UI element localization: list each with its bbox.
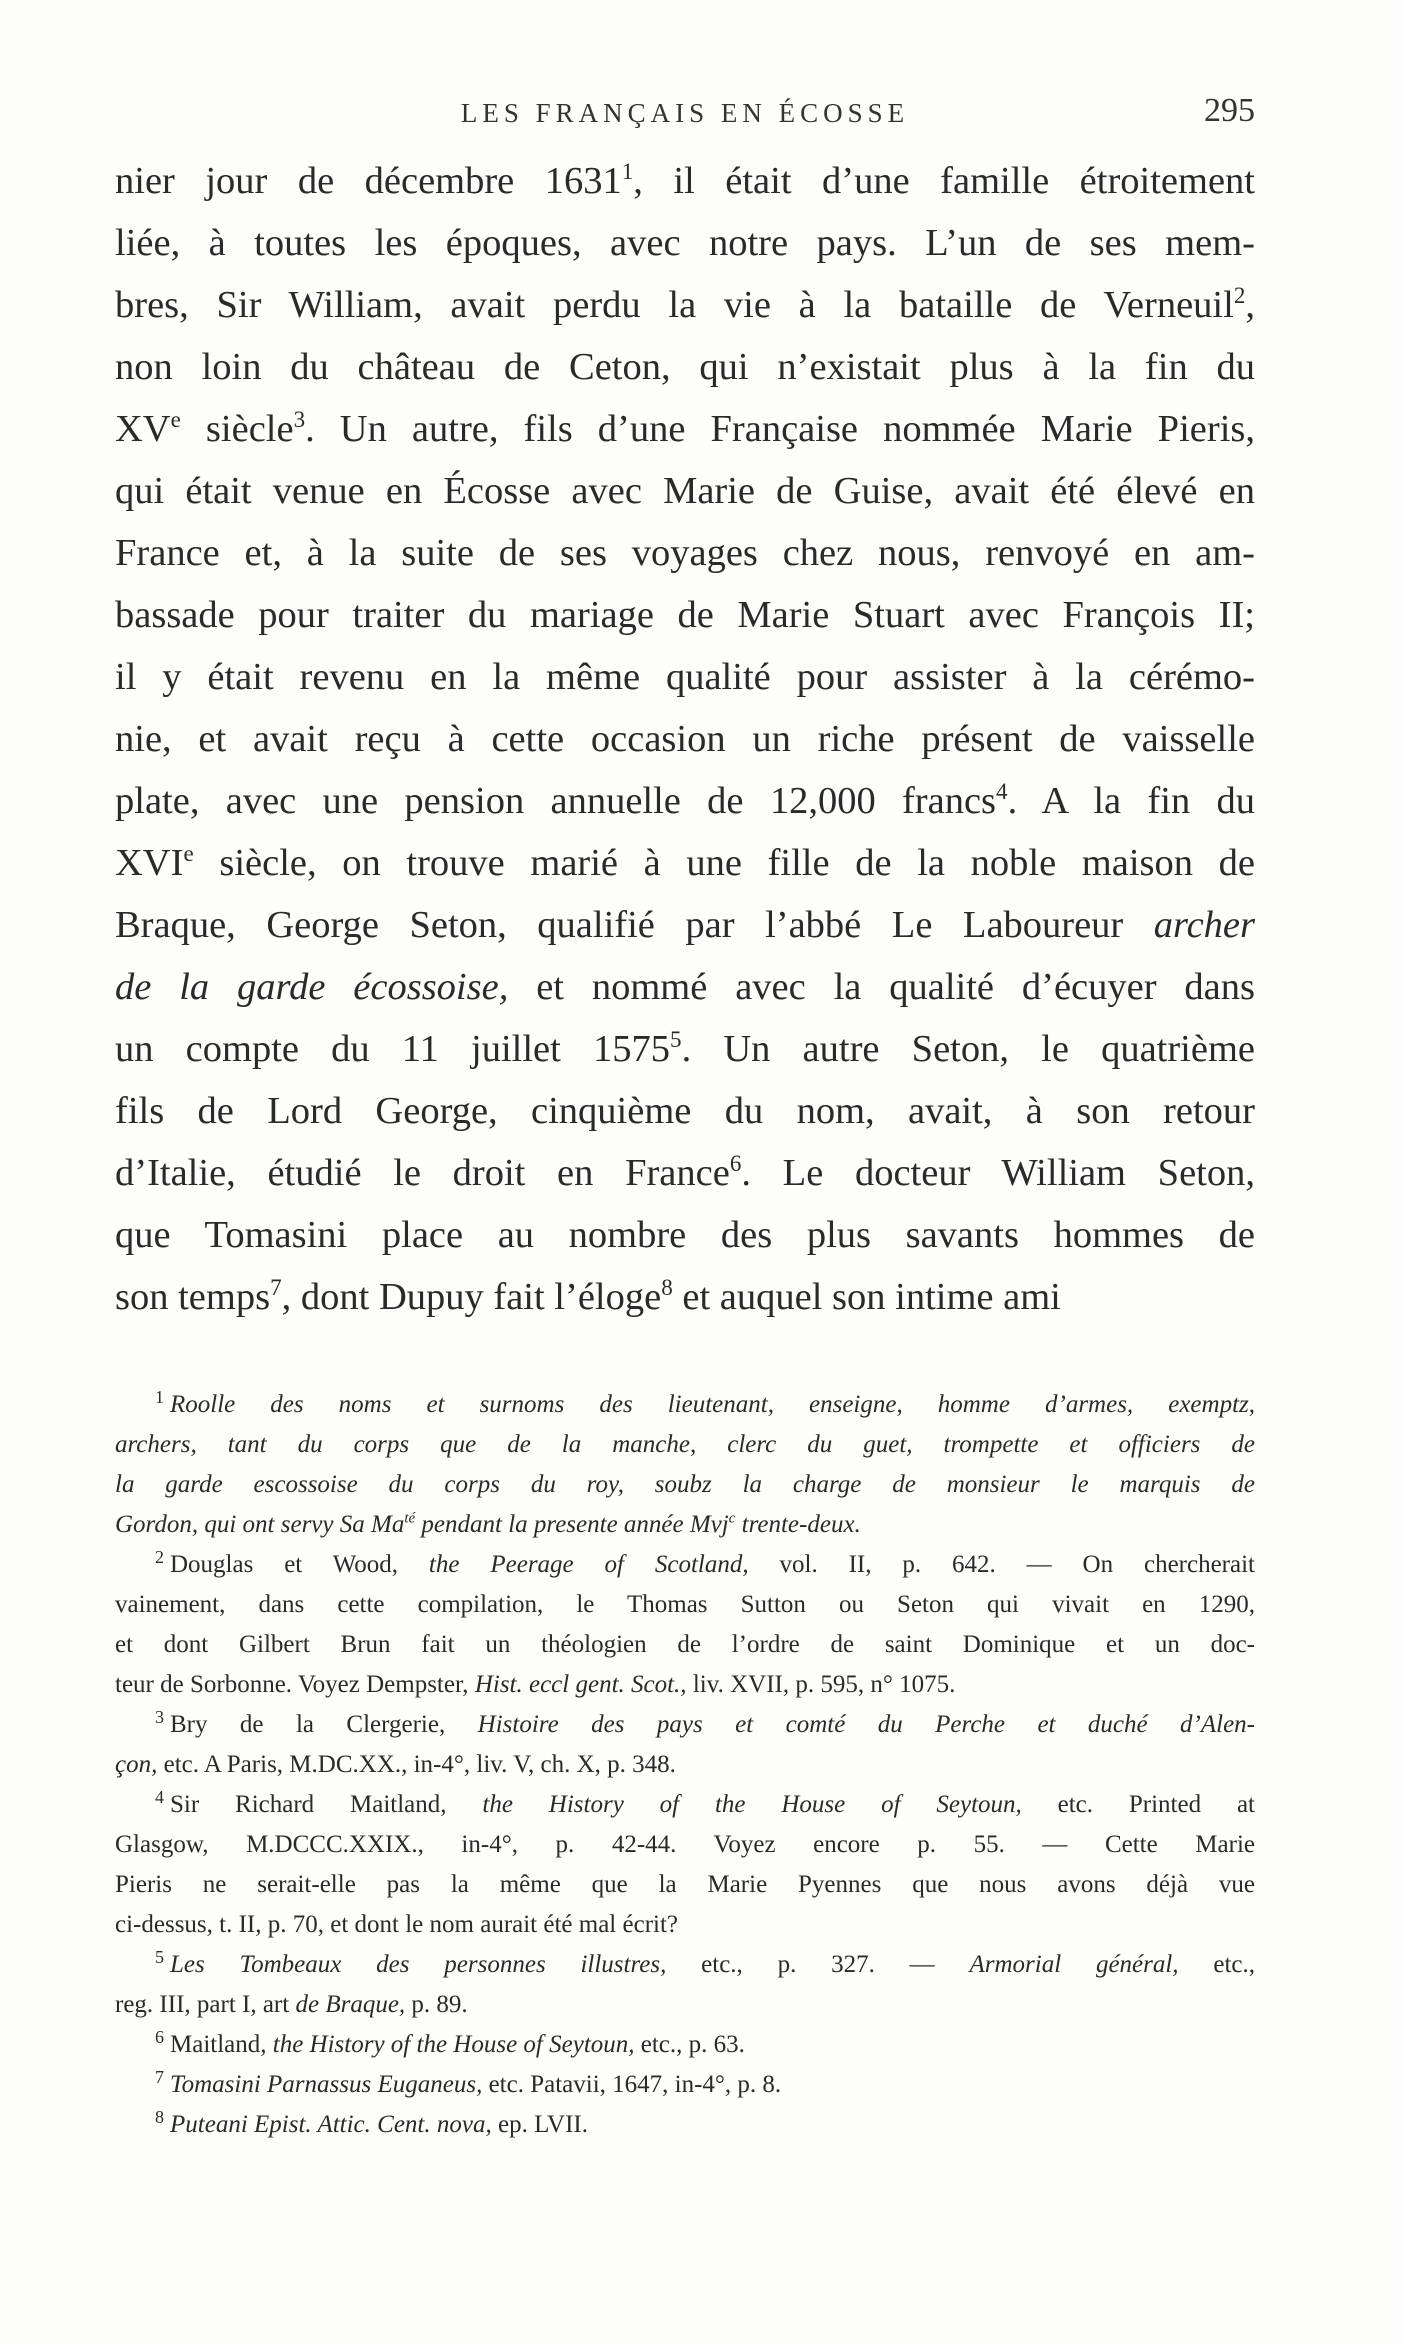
text-line: son temps$^7$, dont Dupuy fait l’éloge$^8$ et auquel son intime ami — [115, 1274, 1061, 1318]
footnote-ref: 1 — [621, 158, 634, 185]
footnote-line: çon, etc. A Paris, M.DC.XX., in-4°, liv. V, ch. X, p. 348. — [115, 1751, 676, 1778]
text-line: liée, à toutes les époques, avec notre pays. L’un de ses mem- — [115, 222, 1255, 264]
footnote-line: archers, tant du corps que de la manche, clerc du guet, trompette et officiers de — [115, 1431, 1255, 1458]
footnote-line: teur de Sorbonne. Voyez Dempster, Hist. eccl gent. Scot., liv. XVII, p. 595, n° 1075. — [115, 1671, 956, 1698]
text-line: d’Italie, étudié le droit en France$^6$. Le docteur William Seton, — [115, 1150, 1256, 1194]
footnote-ref: 6 — [729, 1150, 742, 1177]
footnote-line: vainement, dans cette compilation, le Thomas Sutton ou Seton qui vivait en 1290, — [115, 1591, 1255, 1618]
footnote-ref: 3 — [293, 406, 306, 433]
text-line: nie, et avait reçu à cette occasion un riche présent de vaisselle — [115, 718, 1255, 760]
text-line: bres, Sir William, avait perdu la vie à la bataille de Verneuil$^2$, — [115, 282, 1255, 326]
footnote-ref: 5 — [670, 1026, 682, 1053]
footnote-5: $^5$ Les Tombeaux des personnes illustres, etc., p. 327. — Armorial général, etc., — [155, 1946, 1255, 1978]
text-line: France et, à la suite de ses voyages chez nous, renvoyé en am- — [115, 532, 1255, 574]
text-line: un compte du 11 juillet 1575$^5$. Un autre Seton, le quatrième — [115, 1026, 1256, 1070]
main-text — [115, 150, 1255, 1328]
footnotes — [115, 1385, 1255, 2145]
page-number: 295 — [1204, 92, 1255, 129]
text-line: il y était revenu en la même qualité pour assister à la cérémo- — [115, 656, 1255, 698]
footnote-ref: 8 — [661, 1274, 673, 1301]
text-line: fils de Lord George, cinquième du nom, avait, à son retour — [115, 1090, 1255, 1132]
footnote-4: $^4$ Sir Richard Maitland, the History of the House of Seytoun, etc. Printed at — [155, 1786, 1255, 1818]
footnote-line: Glasgow, M.DCCC.XXIX., in-4°, p. 42-44. Voyez encore p. 55. — Cette Marie — [115, 1831, 1255, 1858]
text-line: de la garde écossoise, et nommé avec la qualité d’écuyer dans — [115, 966, 1255, 1008]
text-line: non loin du château de Ceton, qui n’existait plus à la fin du — [115, 346, 1255, 388]
footnote-line: Pieris ne serait-elle pas la même que la Marie Pyennes que nous avons déjà vue — [115, 1871, 1255, 1898]
footnote-6: $^6$ Maitland, the History of the House of Seytoun, etc., p. 63. — [155, 2026, 745, 2058]
text-line: Braque, George Seton, qualifié par l’abbé Le Laboureur archer — [115, 904, 1255, 946]
text-line: XVIe siècle, on trouve marié à une fille de la noble maison de — [115, 840, 1255, 884]
footnote-7: $^7$ Tomasini Parnassus Euganeus, etc. Patavii, 1647, in-4°, p. 8. — [155, 2066, 782, 2098]
footnote-line: reg. III, part I, art de Braque, p. 89. — [115, 1991, 468, 2018]
text-line: bassade pour traiter du mariage de Marie Stuart avec François II; — [115, 594, 1255, 636]
text-line: plate, avec une pension annuelle de 12,000 francs$^4$. A la fin du — [115, 778, 1255, 822]
footnote-1: $^1$ Roolle des noms et surnoms des lieutenant, enseigne, homme d’armes, exemptz, — [155, 1386, 1255, 1418]
text-line: que Tomasini place au nombre des plus savants hommes de — [115, 1214, 1255, 1256]
footnote-line: ci-dessus, t. II, p. 70, et dont le nom aurait été mal écrit? — [115, 1911, 679, 1938]
footnote-line: et dont Gilbert Brun fait un théologien de l’ordre de saint Dominique et un doc- — [115, 1631, 1255, 1658]
footnote-ref: 4 — [996, 778, 1008, 805]
running-header — [115, 92, 1255, 138]
footnote-line: la garde escossoise du corps du roy, soubz la charge de monsieur le marquis de — [115, 1471, 1255, 1498]
text-line: XVe siècle$^3$. Un autre, fils d’une Française nommée Marie Pieris, — [115, 406, 1256, 450]
footnote-line: Gordon, qui ont servy Sa $Ma^{té}$ pendant la presente année Mvj$^c$ trente-deux. — [115, 1510, 861, 1538]
footnote-ref: 7 — [270, 1274, 282, 1301]
footnote-8: $^8$ Puteani Epist. Attic. Cent. nova, ep. LVII. — [155, 2106, 588, 2138]
text-line: nier jour de décembre 1631$^1$, il était d’une famille étroitement — [115, 158, 1255, 202]
footnote-2: $^2$ Douglas et Wood, the Peerage of Scotland, vol. II, p. 642. — On chercherait — [155, 1546, 1255, 1578]
running-title: LES FRANÇAIS EN ÉCOSSE — [460, 98, 910, 128]
text-line: qui était venue en Écosse avec Marie de Guise, avait été élevé en — [115, 470, 1255, 512]
footnote-3: $^3$ Bry de la Clergerie, Histoire des pays et comté du Perche et duché d’Alen- — [155, 1706, 1255, 1738]
footnote-ref: 2 — [1233, 282, 1246, 309]
